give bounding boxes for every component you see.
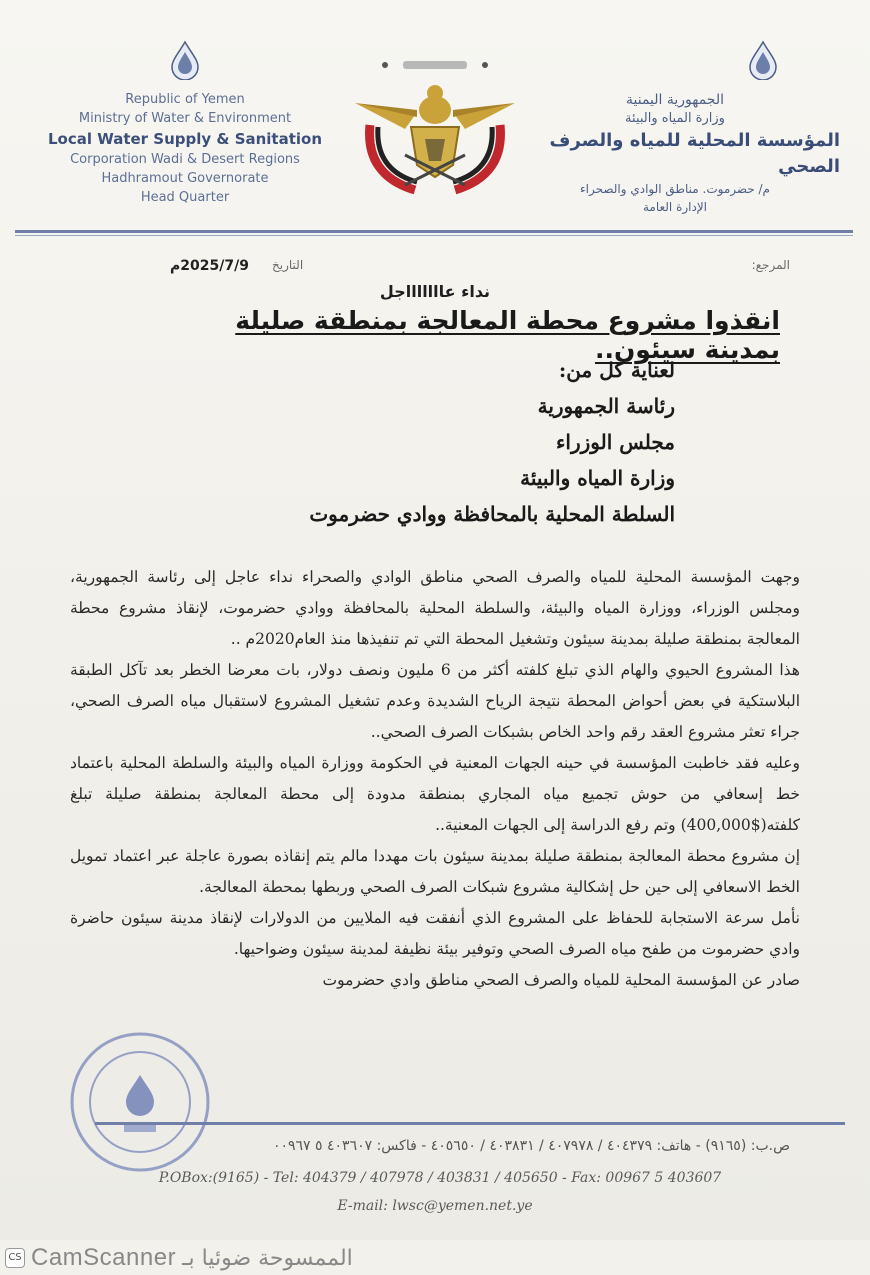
yemen-emblem-icon (345, 55, 525, 205)
body-paragraph: نأمل سرعة الاستجابة للحفاظ على المشروع الذي أنفقت فيه الملايين من الدولارات لإنقاذ مدينة سيئون حاضرة وادي حضرموت من طفح مياه الصرف الصحي وتوفير بيئة نظيفة لمدينة سيئون وضواحيها. (70, 909, 800, 958)
urgent-call-heading: نداء عاااااااجل (379, 282, 491, 301)
attention-item: وزارة المياه والبيئة (520, 466, 675, 490)
water-drop-logo-icon (746, 40, 780, 80)
letterhead (0, 0, 870, 240)
date-value: 2025/7/9م (170, 258, 249, 274)
attention-list (309, 352, 675, 532)
ministry-name-ar: وزارة المياه والبيئة (625, 111, 725, 126)
corp-name-en: Corporation Wadi & Desert Regions (70, 152, 300, 167)
footer-email: E-mail: lwsc@yemen.net.ye (337, 1198, 533, 1214)
attention-item: السلطة المحلية بالمحافظة ووادي حضرموت (309, 502, 675, 526)
footer-contact-en: P.OBox:(9165) - Tel: 404379 / 407978 / 403831 / 405650 - Fax: 00967 5 403607 (158, 1170, 722, 1186)
camscanner-text: CamScanner (31, 1244, 177, 1271)
footer-divider (95, 1122, 845, 1125)
org-name-ar: المؤسسة المحلية للمياه والصرف الصحي (549, 130, 840, 177)
letter-body (70, 562, 800, 996)
letter-headline: انقذوا مشروع محطة المعالجة بمنطقة صليلة بمدينة سيئون.. (235, 306, 780, 364)
attention-heading: لعناية كل من: (558, 358, 675, 382)
attention-item: مجلس الوزراء (556, 430, 675, 454)
attention-item: رئاسة الجمهورية (537, 394, 675, 418)
body-paragraph: هذا المشروع الحيوي والهام الذي تبلغ كلفته أكثر من 6 مليون ونصف دولار، بات معرضا الخطر بعد تآكل الطبقة البلاستكية في بعض أحواض المحطة نتيجة الرياح الشديدة وعدم تشغيل المشروع لاستقبال مياه الصرف الصحي، جراء تعثر مشروع العقد رقم واحد الخاص بشبكات الصرف الصحي.. (70, 661, 800, 741)
head-quarter-en: Head Quarter (140, 190, 230, 205)
header-divider-thin (15, 235, 853, 236)
letterhead-english (20, 40, 350, 207)
header-divider (15, 230, 853, 233)
ministry-name-en: Ministry of Water & Environment (78, 111, 292, 126)
org-name-en: Local Water Supply & Sanitation (47, 130, 323, 148)
region-ar: م/ حضرموت. مناطق الوادي والصحراء (580, 182, 770, 196)
date-label: التاريخ (272, 258, 304, 272)
camscanner-badge-icon: CS (5, 1248, 25, 1268)
water-drop-logo-icon (168, 40, 202, 80)
reference-label: المرجع: (751, 258, 790, 272)
governorate-en: Hadhramout Governorate (101, 171, 269, 186)
body-paragraph: إن مشروع محطة المعالجة بمنطقة صليلة بمدينة سيئون بات مهددا مالم يتم إنقاذه بصورة عاجلة عبر اعتماد تمويل الخط الاسعافي إلى حين حل إشكالية مشروع شبكات الصرف الصحي وربطها بمحطة المعالجة. (70, 847, 800, 896)
letterhead-arabic (510, 40, 840, 216)
body-paragraph: وعليه فقد خاطبت المؤسسة في حينه الجهات المعنية في الحكومة ووزارة المياه والبيئة والسلطة المحلية باعتماد خط إسعافي من حوش تجميع مياه المجاري بمنطقة مدودة إلى محطة المعالجة بمنطقة صليلة تبلغ كلفته($400,000) وتم رفع الدراسة إلى الجهات المعنية.. (70, 754, 800, 834)
camscanner-arabic: الممسوحة ضوئيا بـ (182, 1245, 353, 1271)
camscanner-watermark (5, 1244, 353, 1272)
footer-contact-ar: ص.ب: (٩١٦٥) - هاتف: ٤٠٤٣٧٩ / ٤٠٧٩٧٨ / ٤٠٣٨٣١ / ٤٠٥٦٥٠ - فاكس: ٤٠٣٦٠٧ ٥ ٠٠٩٦٧ (272, 1138, 790, 1154)
body-signoff: صادر عن المؤسسة المحلية للمياه والصرف الصحي مناطق وادي حضرموت (322, 971, 800, 989)
body-paragraph: وجهت المؤسسة المحلية للمياه والصرف الصحي مناطق الوادي والصحراء نداء عاجل إلى رئاسة الجمهورية، ومجلس الوزراء، ووزارة المياه والبيئة، والسلطة المحلية بالمحافظة ووادي حضرموت، لإنقاذ مشروع محطة المعالجة بمنطقة صليلة بمدينة سيئون وتشغيل المحطة التي تم تنفيذها منذ العام2020م .. (70, 568, 800, 648)
head-quarter-ar: الإدارة العامة (642, 200, 708, 214)
country-name-ar: الجمهورية اليمنية (625, 92, 724, 108)
country-name-en: Republic of Yemen (125, 92, 245, 107)
